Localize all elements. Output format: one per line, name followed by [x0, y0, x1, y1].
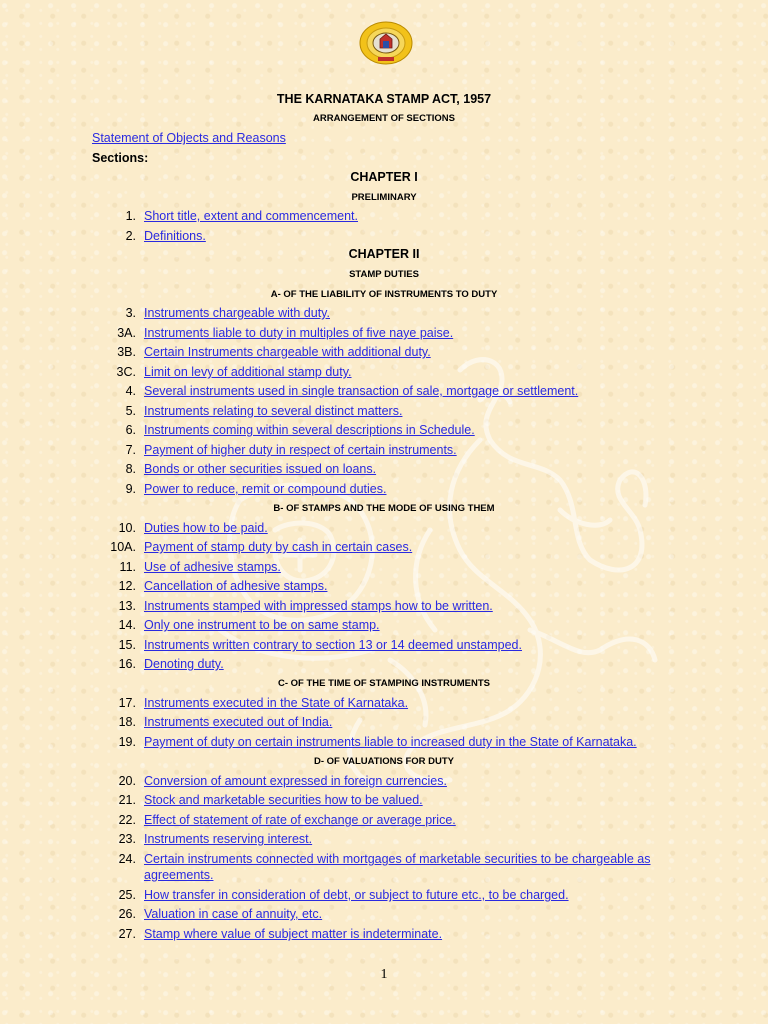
section-link[interactable]: Payment of higher duty in respect of certain instruments.	[144, 443, 457, 457]
section-number: 11.	[119, 560, 136, 574]
section-number: 16.	[118, 657, 136, 671]
section-link[interactable]: Instruments chargeable with duty.	[144, 306, 330, 320]
section-number: 6.	[125, 423, 136, 437]
section-link[interactable]: Definitions.	[144, 229, 206, 243]
section-number: 12.	[118, 579, 136, 593]
section-number: 21.	[118, 793, 136, 807]
chapter-2-heading: CHAPTER II	[348, 247, 420, 261]
section-link[interactable]: Use of adhesive stamps.	[144, 560, 281, 574]
section-link[interactable]: Instruments relating to several distinct matters.	[144, 404, 403, 418]
arrangement-heading: ARRANGEMENT OF SECTIONS	[313, 113, 455, 124]
section-number: 8.	[125, 462, 136, 476]
document-title: THE KARNATAKA STAMP ACT, 1957	[276, 92, 492, 106]
section-link[interactable]: Instruments stamped with impressed stamps how to be written.	[144, 599, 493, 613]
section-link[interactable]: Short title, extent and commencement.	[144, 209, 358, 223]
section-number: 3B.	[117, 345, 136, 359]
part-a-heading: A- OF THE LIABILITY OF INSTRUMENTS TO DUTY	[270, 289, 498, 300]
section-link[interactable]: Stamp where value of subject matter is indeterminate.	[144, 927, 443, 941]
section-number: 26.	[118, 907, 136, 921]
part-c-heading: C- OF THE TIME OF STAMPING INSTRUMENTS	[278, 678, 490, 689]
section-link[interactable]: Limit on levy of additional stamp duty.	[144, 365, 352, 379]
section-number: 14.	[118, 618, 136, 632]
section-number: 27.	[118, 927, 136, 941]
chapter-1-subheading: PRELIMINARY	[351, 192, 417, 203]
section-number: 17.	[118, 696, 136, 710]
section-link[interactable]: Instruments liable to duty in multiples of five naye paise.	[144, 326, 454, 340]
section-link[interactable]: Power to reduce, remit or compound duties.	[144, 482, 387, 496]
section-link[interactable]: Payment of duty on certain instruments liable to increased duty in the State of Karnataka.	[144, 735, 637, 749]
section-link[interactable]: Only one instrument to be on same stamp.	[144, 618, 380, 632]
section-link[interactable]: Denoting duty.	[144, 657, 224, 671]
section-link[interactable]: Instruments executed out of India.	[144, 715, 333, 729]
section-number: 5.	[125, 404, 136, 418]
page-number: 1	[380, 967, 388, 982]
section-number: 19.	[118, 735, 136, 749]
part-d-heading: D- OF VALUATIONS FOR DUTY	[313, 756, 455, 767]
section-link[interactable]: Conversion of amount expressed in foreign currencies.	[144, 774, 447, 788]
section-link[interactable]: Effect of statement of rate of exchange or average price.	[144, 813, 456, 827]
section-link[interactable]: Certain instruments connected with mortgages of marketable securities to be chargeable as agreements.	[144, 852, 651, 882]
section-number: 7.	[125, 443, 136, 457]
section-number: 13.	[118, 599, 136, 613]
section-number: 10.	[118, 521, 136, 535]
section-link[interactable]: Duties how to be paid.	[144, 521, 268, 535]
section-number: 22.	[118, 813, 136, 827]
section-number: 24.	[118, 852, 136, 866]
statement-of-objects-link[interactable]: Statement of Objects and Reasons	[92, 131, 286, 145]
section-link[interactable]: Several instruments used in single transaction of sale, mortgage or settlement.	[144, 384, 579, 398]
sections-label: Sections:	[92, 151, 149, 165]
section-number: 20.	[118, 774, 136, 788]
chapter-1-heading: CHAPTER I	[350, 170, 418, 184]
section-link[interactable]: Instruments written contrary to section 13 or 14 deemed unstamped.	[144, 638, 522, 652]
section-number: 3.	[125, 306, 136, 320]
section-link[interactable]: Instruments executed in the State of Karnataka.	[144, 696, 409, 710]
section-link[interactable]: How transfer in consideration of debt, or subject to future etc., to be charged.	[144, 888, 569, 902]
section-number: 25.	[118, 888, 136, 902]
chapter-2-subheading: STAMP DUTIES	[349, 269, 419, 280]
section-link[interactable]: Certain Instruments chargeable with additional duty.	[144, 345, 431, 359]
section-number: 4.	[125, 384, 136, 398]
part-b-heading: B- OF STAMPS AND THE MODE OF USING THEM	[273, 503, 495, 514]
section-number: 10A.	[110, 540, 136, 554]
section-number: 1.	[125, 209, 136, 223]
section-link[interactable]: Instruments coming within several descriptions in Schedule.	[144, 423, 475, 437]
government-seal-logo	[359, 21, 413, 65]
section-number: 3A.	[117, 326, 136, 340]
section-number: 2.	[125, 229, 136, 243]
section-number: 3C.	[116, 365, 136, 379]
section-number: 23.	[118, 832, 136, 846]
section-link[interactable]: Cancellation of adhesive stamps.	[144, 579, 328, 593]
section-link[interactable]: Valuation in case of annuity, etc.	[144, 907, 323, 921]
section-link[interactable]: Stock and marketable securities how to be valued.	[144, 793, 423, 807]
section-link[interactable]: Bonds or other securities issued on loans.	[144, 462, 377, 476]
section-number: 9.	[125, 482, 136, 496]
section-link[interactable]: Payment of stamp duty by cash in certain cases.	[144, 540, 413, 554]
section-link[interactable]: Instruments reserving interest.	[144, 832, 313, 846]
section-number: 15.	[118, 638, 136, 652]
section-number: 18.	[118, 715, 136, 729]
